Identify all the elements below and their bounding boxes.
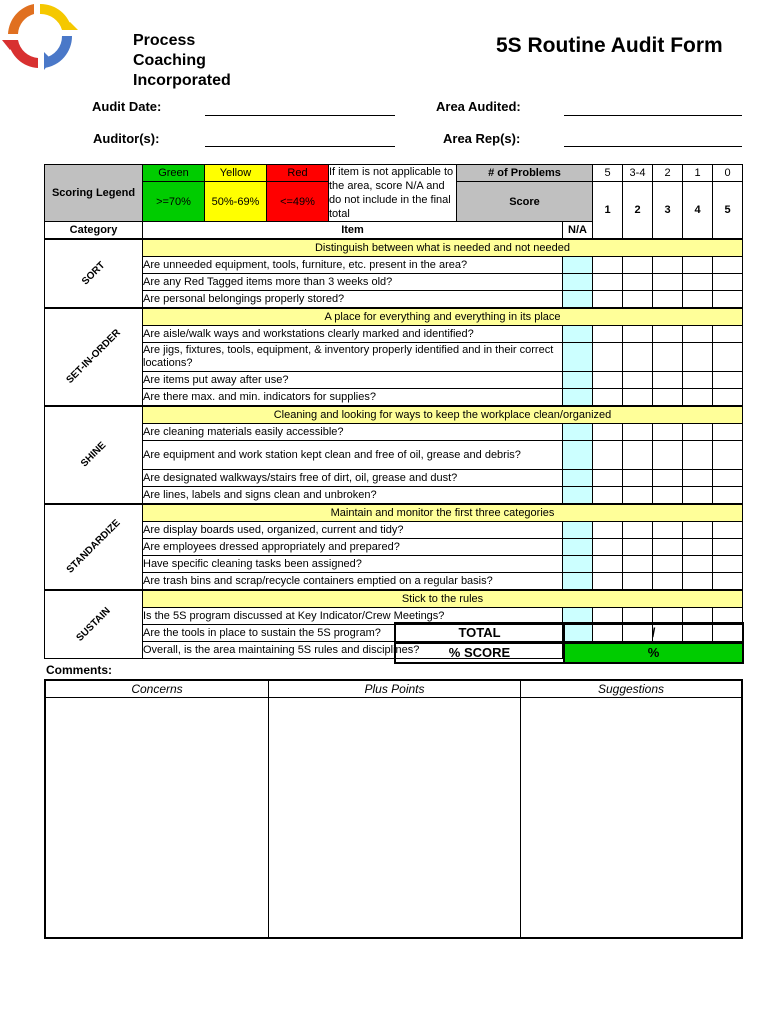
score-cell[interactable] — [653, 274, 683, 291]
table-row — [45, 539, 743, 556]
score-cell[interactable] — [653, 539, 683, 556]
score-cell[interactable] — [653, 470, 683, 487]
auditors-field[interactable] — [205, 146, 395, 147]
category-header: Category — [45, 222, 143, 240]
na-cell[interactable] — [563, 274, 593, 291]
pct-score-value[interactable]: % — [563, 642, 744, 664]
score-cell[interactable] — [653, 343, 683, 372]
score-cell[interactable] — [713, 291, 743, 309]
score-cell[interactable] — [593, 257, 623, 274]
section-banner: Maintain and monitor the first three categories — [143, 504, 743, 522]
score-cell[interactable] — [623, 539, 653, 556]
score-cell[interactable] — [653, 573, 683, 591]
legend-red-range: <=49% — [267, 182, 329, 222]
score-cell[interactable] — [593, 274, 623, 291]
area-audited-label: Area Audited: — [436, 99, 521, 114]
score-cell[interactable] — [653, 372, 683, 389]
na-cell[interactable] — [563, 326, 593, 343]
table-row — [45, 291, 743, 309]
na-cell[interactable] — [563, 291, 593, 309]
section-banner-row — [45, 239, 743, 257]
table-row — [45, 556, 743, 573]
na-cell[interactable] — [563, 372, 593, 389]
na-cell[interactable] — [563, 389, 593, 407]
score-cell[interactable] — [653, 441, 683, 470]
legend-green: Green — [143, 165, 205, 182]
score-cell[interactable] — [623, 573, 653, 591]
legend-row-1 — [45, 165, 743, 182]
score-cell[interactable] — [623, 274, 653, 291]
score-cell[interactable] — [593, 522, 623, 539]
na-cell[interactable] — [563, 257, 593, 274]
score-cell[interactable] — [683, 487, 713, 505]
score-cell[interactable] — [623, 470, 653, 487]
audit-item: Are display boards used, organized, current and tidy? — [143, 522, 563, 539]
table-row — [45, 441, 743, 470]
score-cell[interactable] — [593, 573, 623, 591]
score-cell[interactable] — [623, 441, 653, 470]
audit-table — [44, 164, 743, 659]
problems-value: 0 — [713, 165, 743, 182]
auditors-label: Auditor(s): — [93, 131, 160, 146]
score-cell[interactable] — [623, 257, 653, 274]
section-banner: Cleaning and looking for ways to keep the workplace clean/organized — [143, 406, 743, 424]
legend-yellow: Yellow — [205, 165, 267, 182]
table-row — [45, 257, 743, 274]
legend-green-range: >=70% — [143, 182, 205, 222]
score-value: 2 — [623, 182, 653, 240]
category-label: SET-IN-ORDER — [63, 327, 123, 386]
problems-value: 3-4 — [623, 165, 653, 182]
score-cell[interactable] — [653, 326, 683, 343]
score-cell[interactable] — [653, 291, 683, 309]
na-cell[interactable] — [563, 343, 593, 372]
section-banner-row — [45, 590, 743, 608]
score-cell[interactable] — [593, 343, 623, 372]
audit-item: Are equipment and work station kept clean and free of oil, grease and debris? — [143, 441, 563, 470]
comments-table — [44, 679, 743, 939]
na-cell[interactable] — [563, 573, 593, 591]
audit-item: Are items put away after use? — [143, 372, 563, 389]
score-cell[interactable] — [593, 389, 623, 407]
area-audited-field[interactable] — [564, 115, 742, 116]
legend-red: Red — [267, 165, 329, 182]
na-cell[interactable] — [563, 522, 593, 539]
score-cell[interactable] — [683, 522, 713, 539]
audit-item: Are any Red Tagged items more than 3 weeks old? — [143, 274, 563, 291]
category-label: SUSTAIN — [73, 604, 113, 644]
score-cell[interactable] — [713, 326, 743, 343]
company-line-2: Coaching — [133, 52, 206, 69]
plus-points-column[interactable] — [46, 681, 521, 937]
score-cell[interactable] — [623, 389, 653, 407]
plus-points-header: Plus Points — [269, 681, 520, 698]
score-cell[interactable] — [713, 257, 743, 274]
area-reps-label: Area Rep(s): — [443, 131, 521, 146]
score-cell[interactable] — [593, 556, 623, 573]
audit-item: Have specific cleaning tasks been assigned? — [143, 556, 563, 573]
audit-item: Are trash bins and scrap/recycle containers emptied on a regular basis? — [143, 573, 563, 591]
score-cell[interactable] — [683, 539, 713, 556]
audit-item: Are lines, labels and signs clean and unbroken? — [143, 487, 563, 505]
section-banner-row — [45, 504, 743, 522]
score-cell[interactable] — [713, 487, 743, 505]
table-row — [45, 372, 743, 389]
score-cell[interactable] — [713, 389, 743, 407]
score-cell[interactable] — [683, 424, 713, 441]
score-value: 4 — [683, 182, 713, 240]
audit-item: Are cleaning materials easily accessible? — [143, 424, 563, 441]
score-cell[interactable] — [593, 441, 623, 470]
scoring-legend-label: Scoring Legend — [45, 165, 143, 222]
score-cell[interactable] — [713, 556, 743, 573]
problems-value: 5 — [593, 165, 623, 182]
audit-item: Are jigs, fixtures, tools, equipment, & inventory properly identified and in their correct locations? — [143, 343, 563, 372]
score-cell[interactable] — [593, 326, 623, 343]
score-cell[interactable] — [623, 372, 653, 389]
score-cell[interactable] — [713, 573, 743, 591]
score-cell[interactable] — [683, 326, 713, 343]
legend-note: If item is not applicable to the area, score N/A and do not include in the final total — [329, 165, 457, 222]
category-cell — [45, 239, 143, 308]
score-cell[interactable] — [593, 424, 623, 441]
category-label: STANDARDIZE — [64, 517, 123, 576]
total-value[interactable]: / — [563, 622, 744, 644]
audit-item: Are unneeded equipment, tools, furniture, etc. present in the area? — [143, 257, 563, 274]
score-cell[interactable] — [653, 389, 683, 407]
table-row — [45, 470, 743, 487]
score-cell[interactable] — [713, 372, 743, 389]
score-value: 1 — [593, 182, 623, 240]
audit-date-field[interactable] — [205, 115, 395, 116]
score-cell[interactable] — [653, 522, 683, 539]
score-cell[interactable] — [623, 522, 653, 539]
score-cell[interactable] — [713, 522, 743, 539]
page-title: 5S Routine Audit Form — [496, 34, 723, 57]
category-cell — [45, 406, 143, 504]
score-label: Score — [457, 182, 593, 222]
score-value: 3 — [653, 182, 683, 240]
category-cell — [45, 504, 143, 590]
na-cell[interactable] — [563, 487, 593, 505]
problems-value: 2 — [653, 165, 683, 182]
score-value: 5 — [713, 182, 743, 240]
table-row — [45, 522, 743, 539]
audit-item: Are personal belongings properly stored? — [143, 291, 563, 309]
audit-date-label: Audit Date: — [92, 99, 162, 114]
score-cell[interactable] — [683, 470, 713, 487]
score-cell[interactable] — [653, 487, 683, 505]
audit-item: Are the tools in place to sustain the 5S program? — [143, 625, 563, 642]
score-cell[interactable] — [653, 257, 683, 274]
score-cell[interactable] — [683, 343, 713, 372]
section-banner: Distinguish between what is needed and not needed — [143, 239, 743, 257]
table-row — [45, 326, 743, 343]
score-cell[interactable] — [713, 343, 743, 372]
company-line-1: Process — [133, 32, 196, 49]
na-cell[interactable] — [563, 441, 593, 470]
score-cell[interactable] — [683, 372, 713, 389]
audit-item: Are aisle/walk ways and workstations clearly marked and identified? — [143, 326, 563, 343]
score-cell[interactable] — [683, 274, 713, 291]
problems-label: # of Problems — [457, 165, 593, 182]
company-line-3: Incorporated — [133, 72, 231, 89]
total-label: TOTAL — [394, 622, 565, 644]
table-row — [45, 343, 743, 372]
score-cell[interactable] — [683, 291, 713, 309]
section-banner-row — [45, 406, 743, 424]
legend-yellow-range: 50%-69% — [205, 182, 267, 222]
score-cell[interactable] — [623, 487, 653, 505]
score-cell[interactable] — [713, 274, 743, 291]
score-cell[interactable] — [623, 424, 653, 441]
category-label: SHINE — [78, 439, 108, 470]
suggestions-header: Suggestions — [521, 681, 741, 698]
score-cell[interactable] — [623, 291, 653, 309]
score-cell[interactable] — [653, 556, 683, 573]
section-banner-row — [45, 308, 743, 326]
table-row — [45, 274, 743, 291]
na-cell[interactable] — [563, 539, 593, 556]
score-cell[interactable] — [683, 389, 713, 407]
table-row — [45, 487, 743, 505]
company-name — [133, 31, 231, 91]
section-banner: Stick to the rules — [143, 590, 743, 608]
table-row — [45, 389, 743, 407]
problems-value: 1 — [683, 165, 713, 182]
table-row — [45, 573, 743, 591]
score-cell[interactable] — [593, 470, 623, 487]
score-cell[interactable] — [623, 343, 653, 372]
category-cell — [45, 590, 143, 659]
audit-item: Are there max. and min. indicators for supplies? — [143, 389, 563, 407]
score-cell[interactable] — [593, 291, 623, 309]
score-cell[interactable] — [713, 424, 743, 441]
company-logo — [0, 0, 80, 74]
audit-item: Are designated walkways/stairs free of dirt, oil, grease and dust? — [143, 470, 563, 487]
na-cell[interactable] — [563, 556, 593, 573]
audit-item: Overall, is the area maintaining 5S rules and disciplines? — [143, 642, 563, 659]
score-cell[interactable] — [653, 424, 683, 441]
concerns-header: Concerns — [46, 681, 268, 698]
score-cell[interactable] — [623, 326, 653, 343]
na-cell[interactable] — [563, 470, 593, 487]
score-cell[interactable] — [683, 556, 713, 573]
score-cell[interactable] — [713, 539, 743, 556]
section-banner: A place for everything and everything in its place — [143, 308, 743, 326]
score-cell[interactable] — [623, 556, 653, 573]
pct-score-label: % SCORE — [394, 642, 565, 664]
area-reps-field[interactable] — [564, 146, 742, 147]
table-row — [45, 424, 743, 441]
audit-item: Are employees dressed appropriately and prepared? — [143, 539, 563, 556]
score-cell[interactable] — [593, 487, 623, 505]
score-cell[interactable] — [593, 372, 623, 389]
audit-item: Is the 5S program discussed at Key Indicator/Crew Meetings? — [143, 608, 563, 625]
na-header: N/A — [563, 222, 593, 240]
score-cell[interactable] — [713, 470, 743, 487]
score-cell[interactable] — [593, 539, 623, 556]
score-cell[interactable] — [683, 573, 713, 591]
na-cell[interactable] — [563, 424, 593, 441]
score-cell[interactable] — [683, 257, 713, 274]
item-header: Item — [143, 222, 563, 240]
category-cell — [45, 308, 143, 406]
score-cell[interactable] — [683, 441, 713, 470]
category-label: SORT — [79, 259, 107, 287]
comments-label: Comments: — [46, 663, 113, 677]
score-cell[interactable] — [713, 441, 743, 470]
